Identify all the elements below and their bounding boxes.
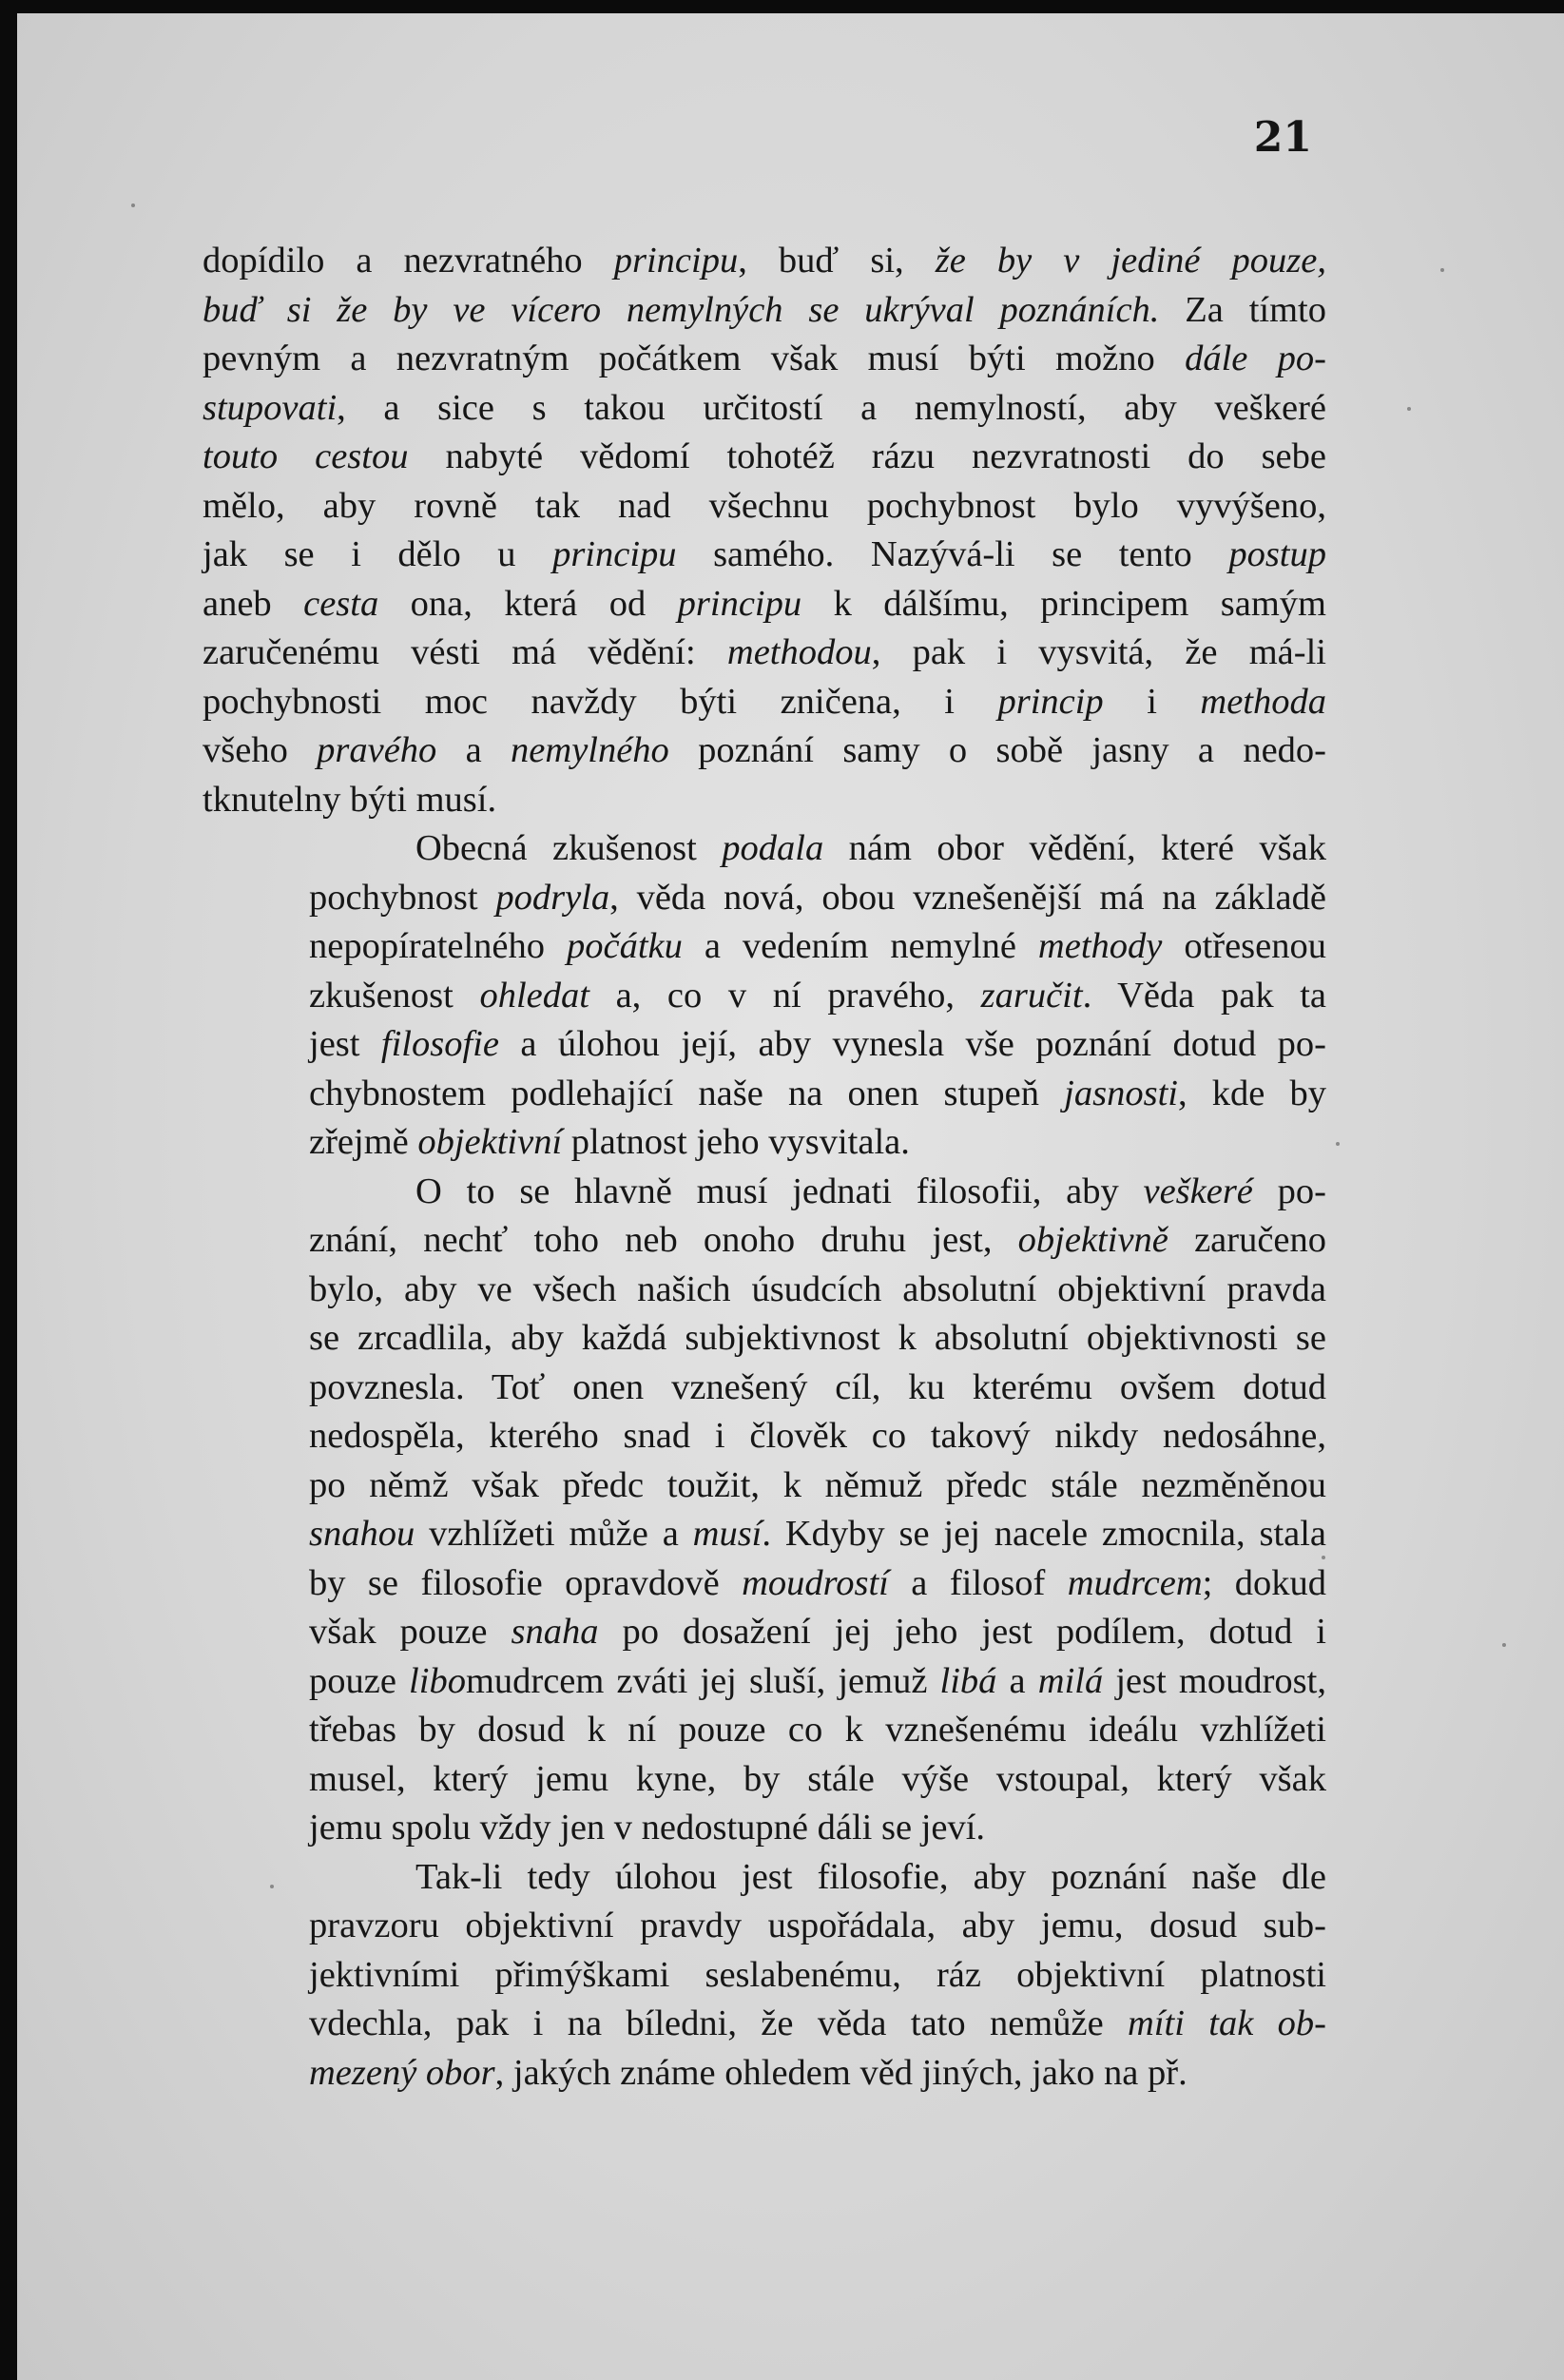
text-segment: k dálšímu, principem samým	[801, 583, 1326, 624]
italic-segment: snaha	[511, 1612, 599, 1652]
text-segment: jektivními přimýškami seslabenému, ráz objektivní platnosti	[309, 1954, 1326, 1995]
speck	[1322, 1556, 1325, 1559]
italic-segment: zaručit	[980, 975, 1083, 1016]
italic-segment: musí	[692, 1514, 763, 1554]
text-segment: by se filosofie opravdově	[309, 1562, 743, 1603]
text-segment: Tak-li tedy úlohou jest filosofie, aby poznání naše dle	[415, 1856, 1326, 1897]
text-segment: pouze	[309, 1660, 410, 1701]
text-line	[203, 678, 1326, 727]
text-segment: samého. Nazývá-li se tento	[676, 534, 1229, 574]
text-line	[203, 1510, 1326, 1559]
text-line	[203, 1706, 1326, 1755]
book-page	[17, 13, 1564, 2380]
text-segment: mělo, aby rovně tak nad všechnu pochybnost bylo vyvýšeno,	[203, 485, 1326, 526]
text-segment: poznání samy o sobě jasny a nedo-	[668, 730, 1326, 770]
text-segment: . Věda pak ta	[1082, 975, 1326, 1016]
italic-segment: milá	[1037, 1660, 1104, 1701]
text-line	[203, 1461, 1326, 1511]
speck	[270, 1885, 274, 1888]
speck	[1440, 268, 1444, 272]
text-segment: a, co v ní pravého,	[589, 975, 981, 1016]
text-segment: jak se i dělo u	[203, 534, 553, 574]
italic-segment: objektivní	[417, 1122, 563, 1162]
text-segment: zaručenému vésti má vědění:	[203, 632, 727, 672]
text-segment: nabyté vědomí tohotéž rázu nezvratnosti do sebe	[408, 436, 1326, 476]
italic-segment: methody	[1037, 926, 1163, 966]
text-segment: bylo, aby ve všech našich úsudcích absolutní objektivní pravda	[309, 1268, 1326, 1309]
text-segment: musel, který jemu kyne, by stále výše vstoupal, který však	[309, 1758, 1326, 1799]
italic-segment: libo	[409, 1660, 466, 1701]
text-line	[203, 335, 1326, 384]
italic-segment: pravého	[317, 730, 437, 770]
text-line	[203, 1364, 1326, 1413]
text-segment: platnost jeho vysvitala.	[562, 1122, 910, 1162]
text-segment: a	[436, 730, 512, 770]
text-segment: dopídilo a nezvratného	[203, 241, 614, 281]
text-segment: vdechla, pak i na bíledni, že věda tato nemůže	[309, 2003, 1129, 2043]
italic-segment: podryla	[495, 877, 610, 918]
text-segment: povznesla. Toť onen vznešený cíl, ku kterému ovšem dotud	[309, 1366, 1326, 1407]
body-text	[203, 237, 1326, 2098]
text-line	[203, 2000, 1326, 2049]
paragraph	[203, 824, 1326, 1168]
text-segment: otřesenou	[1162, 926, 1326, 966]
italic-segment: mudrcem	[1067, 1562, 1203, 1603]
text-segment: i	[1103, 681, 1201, 722]
text-line	[203, 1412, 1326, 1461]
text-line	[203, 776, 1326, 825]
text-segment: , pak i vysvitá, že má-li	[871, 632, 1326, 672]
text-segment: jest	[309, 1024, 381, 1064]
italic-segment: methoda	[1200, 681, 1326, 722]
italic-segment: moudrostí	[742, 1562, 889, 1603]
text-line	[203, 2049, 1326, 2099]
text-segment: pevným a nezvratným počátkem však musí býti možno	[203, 339, 1186, 378]
text-line	[203, 384, 1326, 434]
italic-segment: principu	[552, 534, 677, 574]
text-segment: , kde by	[1177, 1073, 1326, 1113]
italic-segment: podala	[722, 828, 824, 868]
text-segment: , jakých známe ohledem věd jiných, jako na př.	[494, 2052, 1187, 2093]
text-segment: jemu spolu vždy jen v nedostupné dáli se jeví.	[309, 1808, 986, 1848]
italic-segment: touto cestou	[203, 436, 409, 476]
italic-segment: libá	[939, 1660, 997, 1701]
text-segment: mudrcem zváti jej sluší, jemuž	[465, 1660, 940, 1701]
italic-segment: cesta	[303, 583, 379, 624]
text-segment: aneb	[203, 583, 304, 624]
text-segment: všeho	[203, 730, 318, 770]
text-segment: znání, nechť toho neb onoho druhu jest,	[309, 1220, 1018, 1260]
italic-segment: buď si že by ve vícero nemylných se ukrýval poznáních.	[203, 289, 1160, 330]
italic-segment: snahou	[309, 1514, 415, 1554]
text-segment: zkušenost	[309, 975, 480, 1016]
text-segment: tknutelny býti musí.	[203, 779, 497, 820]
text-line	[203, 972, 1326, 1021]
text-line	[203, 1168, 1326, 1217]
text-segment: pravzoru objektivní pravdy uspořádala, aby jemu, dosud sub-	[309, 1906, 1326, 1945]
text-segment: zaručeno	[1168, 1220, 1326, 1260]
text-segment: po dosažení jej jeho jest podílem, dotud i	[598, 1612, 1327, 1652]
text-segment: chybnostem podlehající naše na onen stupeň	[309, 1073, 1065, 1113]
text-line	[203, 1657, 1326, 1707]
italic-segment: postup	[1228, 534, 1326, 574]
text-line	[203, 824, 1326, 874]
text-line	[203, 629, 1326, 678]
italic-segment: principu	[677, 583, 802, 624]
speck	[1336, 1142, 1340, 1146]
text-line	[203, 1216, 1326, 1266]
paragraph	[203, 1168, 1326, 1853]
speck	[1407, 407, 1411, 411]
italic-segment: míti tak ob-	[1128, 2003, 1326, 2043]
text-segment: nedospěla, kterého snad i člověk co takový nikdy nedosáhne,	[309, 1416, 1326, 1456]
text-segment: , buď si,	[738, 241, 936, 281]
text-line	[203, 1070, 1326, 1119]
text-segment: však pouze	[309, 1612, 512, 1652]
text-segment: pochybnosti moc navždy býti zničena, i	[203, 681, 998, 722]
text-segment: , věda nová, obou vznešenější má na základě	[609, 877, 1326, 918]
text-segment: po-	[1252, 1171, 1326, 1211]
text-segment: ; dokud	[1202, 1562, 1327, 1603]
italic-segment: objektivně	[1017, 1220, 1168, 1260]
text-line	[203, 874, 1326, 923]
text-segment: . Kdyby se jej nacele zmocnila, stala	[762, 1514, 1327, 1554]
text-segment: a filosof	[888, 1562, 1068, 1603]
text-line	[203, 922, 1326, 972]
text-segment: nepopíratelného	[309, 926, 567, 966]
text-line	[203, 1020, 1326, 1070]
text-line	[203, 433, 1326, 482]
text-segment: a úlohou její, aby vynesla vše poznání dotud po-	[498, 1024, 1326, 1064]
text-segment: pochybnost	[309, 877, 496, 918]
text-segment: zřejmě	[309, 1122, 418, 1162]
text-segment: jest moudrost,	[1103, 1660, 1326, 1701]
text-line	[203, 237, 1326, 286]
text-line	[203, 1608, 1326, 1657]
text-line	[203, 1314, 1326, 1364]
paragraph	[203, 237, 1326, 824]
italic-segment: mezený obor	[309, 2052, 495, 2093]
italic-segment: jasnosti	[1064, 1073, 1178, 1113]
text-segment: nám obor vědění, které však	[823, 828, 1327, 868]
page-number: 21	[1253, 113, 1312, 162]
text-segment: O to se hlavně musí jednati filosofii, aby	[415, 1171, 1144, 1211]
text-segment: se zrcadlila, aby každá subjektivnost k absolutní objektivnosti se	[309, 1318, 1326, 1358]
italic-segment: principu	[613, 241, 739, 281]
italic-segment: dále po-	[1185, 339, 1326, 378]
text-line	[203, 726, 1326, 776]
text-line	[203, 1118, 1326, 1168]
italic-segment: ohledat	[479, 975, 589, 1016]
italic-segment: stupovati	[203, 387, 338, 428]
text-line	[203, 1804, 1326, 1853]
text-line	[203, 1559, 1326, 1609]
text-line	[203, 1902, 1326, 1951]
text-segment: a	[996, 1660, 1038, 1701]
italic-segment: princip	[997, 681, 1104, 722]
text-segment: po němž však předc toužit, k němuž předc stále nezměněnou	[309, 1464, 1326, 1505]
text-segment: , a sice s takou určitostí a nemylností, aby veškeré	[337, 387, 1326, 428]
speck	[131, 203, 135, 207]
italic-segment: methodou	[726, 632, 872, 672]
text-segment: Obecná zkušenost	[415, 828, 723, 868]
italic-segment: počátku	[566, 926, 683, 966]
text-line	[203, 1951, 1326, 2001]
text-segment: ona, která od	[378, 583, 678, 624]
text-line	[203, 1853, 1326, 1903]
text-line	[203, 580, 1326, 629]
text-line	[203, 1266, 1326, 1315]
italic-segment: že by v jediné pouze,	[935, 241, 1326, 281]
text-line	[203, 482, 1326, 532]
text-segment: třebas by dosud k ní pouze co k vznešenému ideálu vzhlížeti	[309, 1710, 1326, 1750]
text-segment: a vedením nemylné	[682, 926, 1038, 966]
text-segment: Za tímto	[1159, 289, 1326, 330]
text-line	[203, 286, 1326, 336]
italic-segment: nemylného	[511, 730, 669, 770]
text-line	[203, 531, 1326, 580]
text-segment: vzhlížeti může a	[415, 1514, 693, 1554]
paragraph	[203, 1853, 1326, 2099]
speck	[1502, 1643, 1506, 1647]
italic-segment: veškeré	[1143, 1171, 1253, 1211]
italic-segment: filosofie	[380, 1024, 499, 1064]
text-line	[203, 1755, 1326, 1805]
